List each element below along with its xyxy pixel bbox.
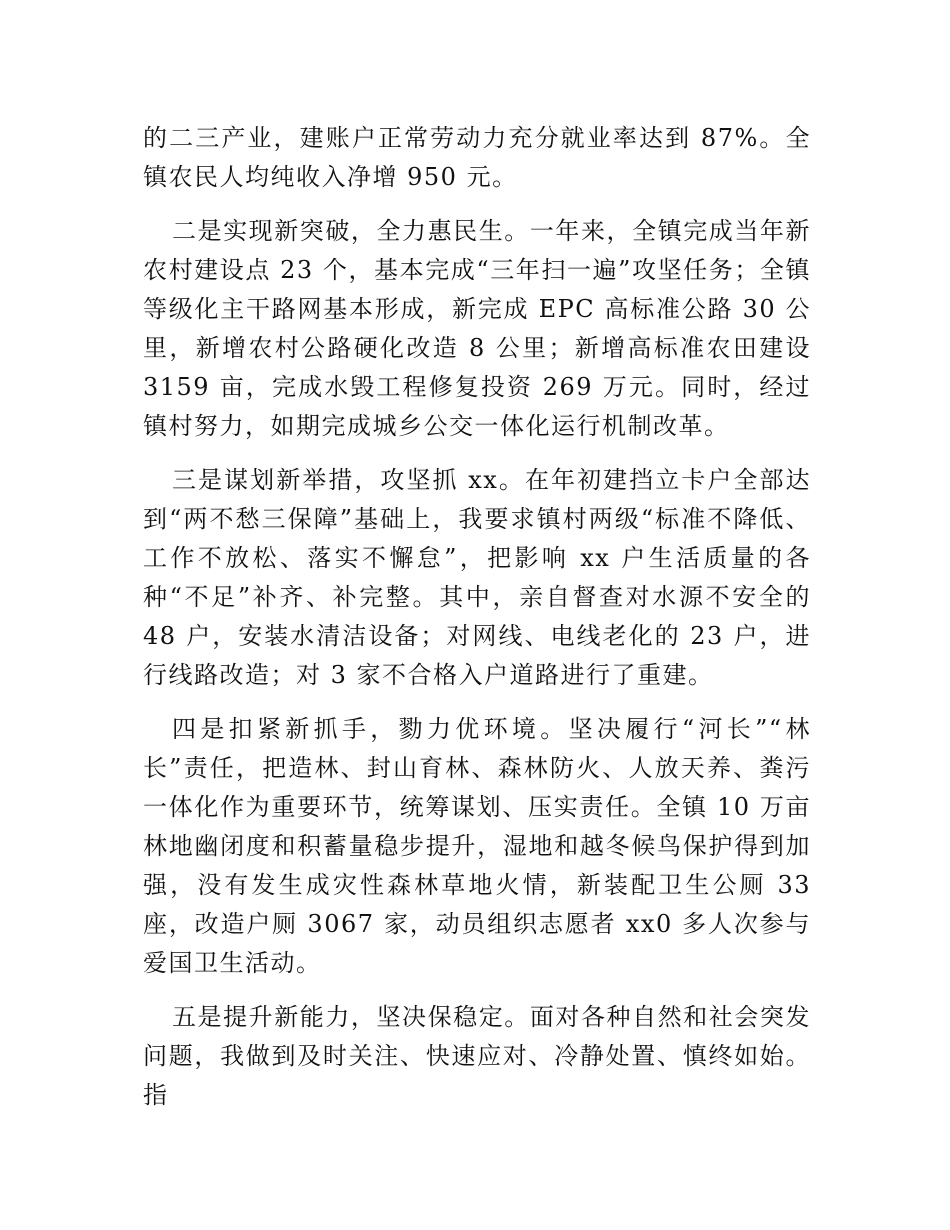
paragraph-3: 三是谋划新举措，攻坚抓 xx。在年初建挡立卡户全部达到“两不愁三保障”基础上，我要求镇村两级“标准不降低、工作不放松、落实不懈怠”，把影响 xx 户生活质量的各种“不足”补齐、补完整。其中，亲自督查对水源不安全的 48 户，安装水清洁设备；对网线、电线老化的 23 户，进行线路改造；对 3 家不合格入户道路进行了重建。 <box>143 466 811 689</box>
paragraph-1: 的二三产业，建账户正常劳动力充分就业率达到 87%。全镇农民人均纯收入净增 950 元。 <box>143 124 811 191</box>
paragraph-2: 二是实现新突破，全力惠民生。一年来，全镇完成当年新农村建设点 23 个，基本完成“三年扫一遍”攻坚任务；全镇等级化主干路网基本形成，新完成 EPC 高标准公路 30 公里，新增农村公路硬化改造 8 公里；新增高标准农田建设 3159 亩，完成水毁工程修复投资 269 万元。同时，经过镇村努力，如期完成城乡公交一体化运行机制改革。 <box>143 217 811 440</box>
body-text <box>143 119 811 1130</box>
paragraph-4: 四是扣紧新抓手，勠力优环境。坚决履行“河长”“林长”责任，把造林、封山育林、森林防火、人放天养、粪污一体化作为重要环节，统筹谋划、压实责任。全镇 10 万亩林地幽闭度和积蓄量稳步提升，湿地和越冬候鸟保护得到加强，没有发生成灾性森林草地火情，新装配卫生公厕 33 座，改造户厕 3067 家，动员组织志愿者 xx0 多人次参与爱国卫生活动。 <box>143 715 811 977</box>
paragraph-5: 五是提升新能力，坚决保稳定。面对各种自然和社会突发问题，我做到及时关注、快速应对、冷静处置、慎终如始。指 <box>143 1003 811 1109</box>
